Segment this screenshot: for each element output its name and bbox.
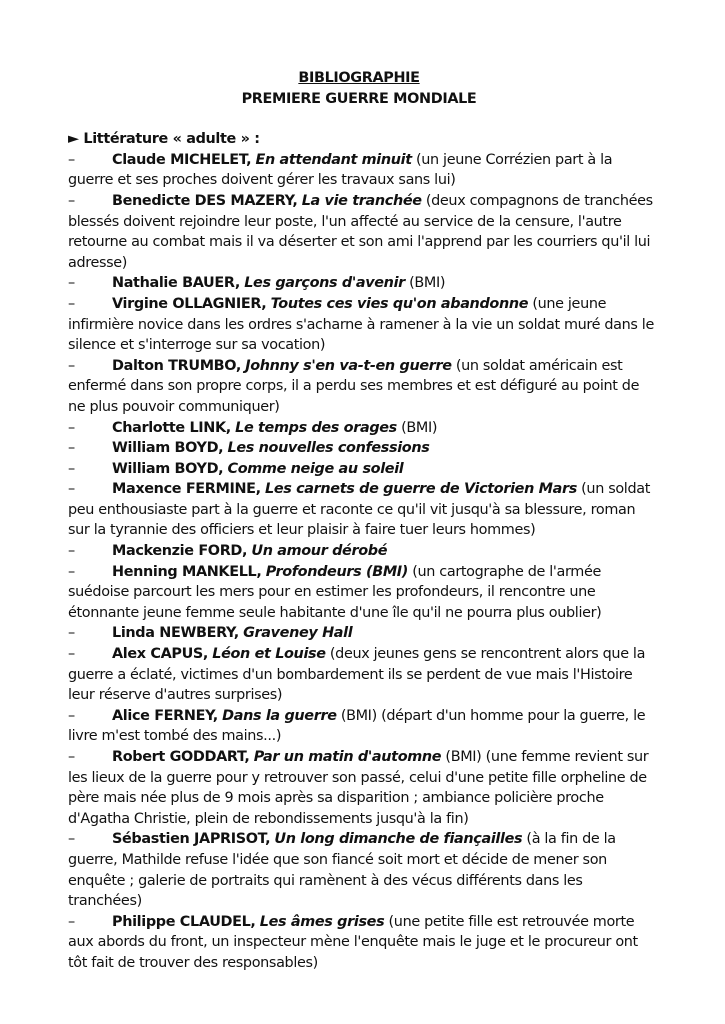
entry-note: (un soldat peu enthousiaste part à la guerre et raconte ce qu'il vit jusqu'à sa blessure, roman sur la tyrannie des officiers et leur plaisir à faire tuer leurs hommes) (68, 481, 650, 539)
list-item (68, 747, 660, 829)
entry-author: Henning MANKELL, (112, 563, 262, 580)
entry-author: Virgine OLLAGNIER, (112, 295, 267, 312)
entry-note: (deux jeunes gens se rencontrent alors que la guerre a éclaté, victimes d'un bombardement ils se perdent de vue mais l'Histoire leur réserve d'autres surprises) (68, 646, 646, 704)
dash-marker: – (68, 419, 75, 436)
entry-author: Philippe CLAUDEL, (112, 913, 256, 930)
entry-title: Les nouvelles confessions (227, 440, 430, 457)
section-title: Littérature « adulte » : (83, 131, 260, 148)
entry-note: (à la fin de la guerre, Mathilde refuse l'idée que son fiancé soit mort et décide de mener son enquête ; galerie de portraits qui ramènent à des vécus différents dans les tranchées) (68, 831, 616, 910)
dash-marker: – (68, 646, 75, 663)
entry-note: (un jeune Corrézien part à la guerre et ses proches doivent gérer les travaux sans lui) (68, 151, 613, 189)
entry-title: Le temps des orages (235, 419, 397, 436)
entries-list (68, 150, 660, 974)
dash-marker: – (68, 707, 75, 724)
dash-marker: – (68, 460, 75, 477)
entry-author: Alice FERNEY, (112, 707, 218, 724)
list-item (68, 912, 660, 974)
dash-marker: – (68, 625, 75, 642)
entry-title: Comme neige au soleil (227, 460, 404, 477)
entry-author: Sébastien JAPRISOT, (112, 831, 271, 848)
heading-line-2: PREMIERE GUERRE MONDIALE (241, 90, 477, 107)
entry-note: (une petite fille est retrouvée morte aux abords du front, un inspecteur mène l'enquête mais le juge et le procureur ont tôt fait de trouver des responsables) (68, 913, 638, 971)
list-item (68, 150, 660, 191)
dash-marker: – (68, 831, 75, 848)
entry-title: Les carnets de guerre de Victorien Mars (265, 481, 577, 498)
list-item (68, 438, 660, 459)
triangle-bullet-icon: ► (68, 131, 79, 148)
dash-marker: – (68, 543, 75, 560)
entry-author: Robert GODDART, (112, 749, 250, 765)
list-item (68, 459, 660, 480)
dash-marker: – (68, 192, 75, 209)
entry-note: (BMI) (départ d'un homme pour la guerre, le livre m'est tombé des mains...) (68, 707, 646, 745)
list-item (68, 829, 660, 911)
entry-note: (BMI) (396, 419, 438, 436)
entry-note: (BMI) (404, 275, 446, 292)
list-item (68, 479, 660, 541)
list-item (68, 356, 660, 418)
document-page (68, 68, 660, 974)
entry-author: Linda NEWBERY, (112, 625, 239, 642)
list-item (68, 294, 660, 356)
entry-note: (un soldat américain est enfermé dans son propre corps, il a perdu ses membres et est défiguré au point de ne plus pouvoir communiquer) (68, 357, 640, 415)
dash-marker: – (68, 913, 75, 930)
list-item (68, 541, 660, 562)
heading-line-1: BIBLIOGRAPHIE (298, 70, 420, 86)
entry-note: (deux compagnons de tranchées blessés doivent rejoindre leur poste, l'un affecté au service de la censure, l'autre retourne au combat mais il va déserter et son ami l'apprend par les courriers qu'il lui adresse) (68, 192, 653, 271)
entry-author: William BOYD, (112, 440, 224, 457)
list-item (68, 273, 660, 294)
entry-title: Profondeurs (BMI) (265, 563, 409, 580)
entry-title: Dans la guerre (222, 707, 337, 724)
dash-marker: – (68, 749, 75, 765)
entry-author: William BOYD, (112, 460, 224, 477)
list-item (68, 418, 660, 439)
entry-title: Un long dimanche de fiançailles (274, 831, 523, 848)
list-item (68, 623, 660, 644)
entry-author: Claude MICHELET, (112, 151, 252, 168)
dash-marker: – (68, 295, 75, 312)
entry-author: Benedicte DES MAZERY, (112, 192, 298, 209)
list-item (68, 644, 660, 706)
dash-marker: – (68, 275, 75, 292)
entry-author: Dalton TRUMBO, (112, 357, 241, 374)
dash-marker: – (68, 151, 75, 168)
dash-marker: – (68, 357, 75, 374)
section-heading (68, 129, 660, 150)
dash-marker: – (68, 563, 75, 580)
entry-author: Maxence FERMINE, (112, 481, 261, 498)
entry-author: Mackenzie FORD, (112, 543, 248, 560)
entry-author: Alex CAPUS, (112, 646, 209, 663)
entry-title: Un amour dérobé (251, 543, 388, 560)
entry-title: Les âmes grises (259, 913, 385, 930)
entry-title: Toutes ces vies qu'on abandonne (270, 295, 529, 312)
bibliography-heading (68, 68, 660, 109)
entry-title: La vie tranchée (301, 192, 422, 209)
list-item (68, 706, 660, 747)
spacer (68, 109, 660, 129)
entry-title: Johnny s'en va-t-en guerre (245, 357, 452, 374)
entry-title: Léon et Louise (212, 646, 326, 663)
entry-title: Graveney Hall (243, 625, 353, 642)
entry-note: (une jeune infirmière novice dans les ordres s'acharne à ramener à la vie un soldat muré dans le silence et s'interroge sur sa vocation) (68, 295, 654, 354)
entry-title: Par un matin d'automne (253, 749, 442, 765)
dash-marker: – (68, 481, 75, 498)
entry-note: (un cartographe de l'armée suédoise parcourt les mers pour en estimer les profondeurs, il rencontre une étonnante jeune femme seule habitante d'une île qu'il ne pourra plus oublier) (68, 563, 602, 621)
entry-title: En attendant minuit (255, 151, 412, 168)
entry-author: Nathalie BAUER, (112, 275, 240, 292)
dash-marker: – (68, 440, 75, 457)
list-item (68, 191, 660, 273)
entry-note: (BMI) (une femme revient sur les lieux de la guerre pour y retrouver son passé, celui d'une petite fille orpheline de père mais née plus de 9 mois après sa disparition ; ambiance policière proche d'Agatha Christie, plein de rebondissements jusqu'à la fin) (68, 749, 649, 827)
entry-author: Charlotte LINK, (112, 419, 231, 436)
list-item (68, 562, 660, 624)
entry-title: Les garçons d'avenir (244, 275, 405, 292)
